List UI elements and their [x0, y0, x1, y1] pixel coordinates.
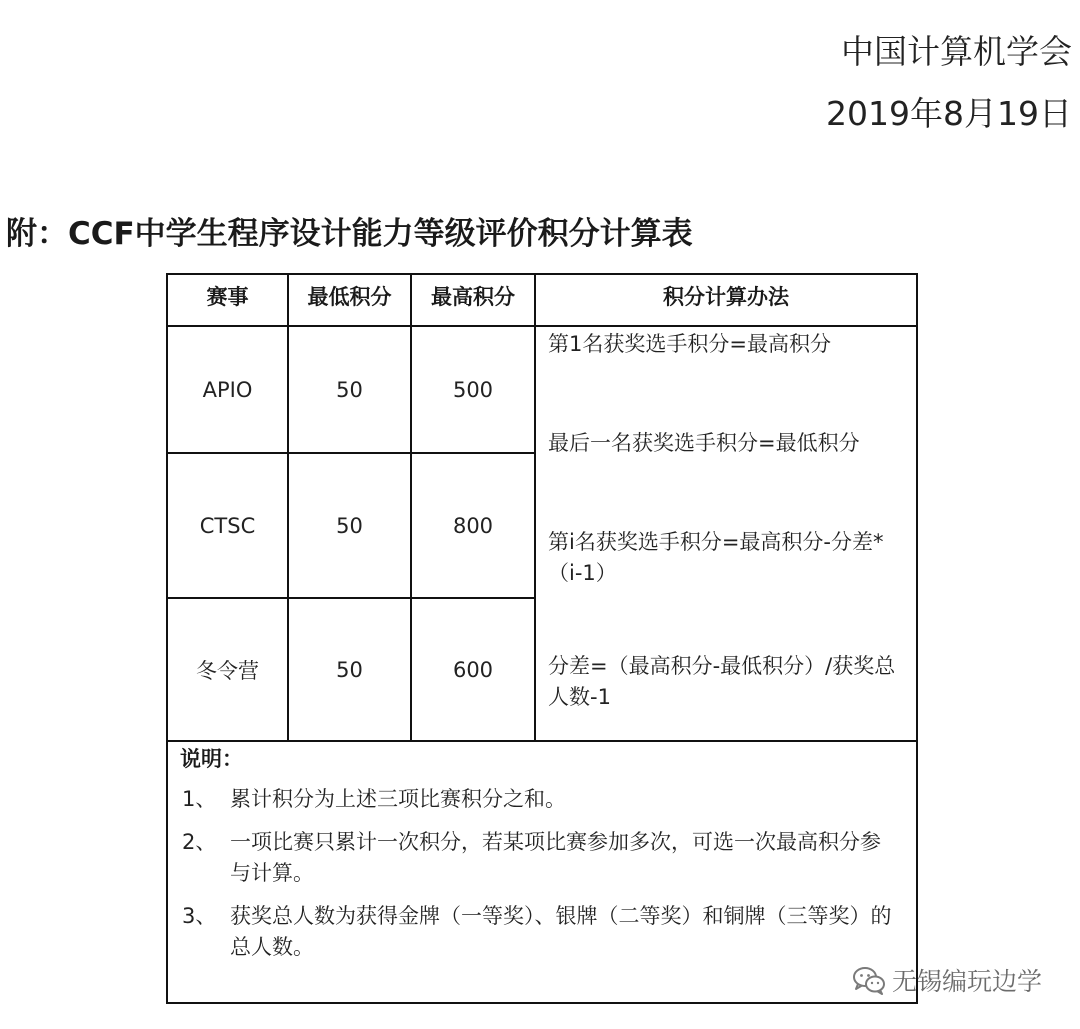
watermark-text: 无锡编玩边学	[891, 967, 1042, 996]
document-title: 附：CCF中学生程序设计能力等级评价积分计算表	[6, 216, 693, 252]
max-score-cell: 600	[411, 598, 535, 741]
event-cell: CTSC	[167, 453, 288, 598]
note-item	[180, 784, 896, 815]
watermark	[852, 962, 1042, 998]
method-rule-ith: 第i名获奖选手积分=最高积分-分差*（i-1）	[548, 530, 884, 585]
min-score-cell: 50	[288, 453, 411, 598]
event-cell: 冬令营	[167, 598, 288, 741]
event-cell: APIO	[167, 326, 288, 453]
table-row	[167, 326, 917, 453]
note-text: 获奖总人数为获得金牌（一等奖）、银牌（二等奖）和铜牌（三等奖）的总人数。	[230, 904, 892, 959]
note-item	[180, 827, 896, 889]
max-score-cell: 800	[411, 453, 535, 598]
issue-date: 2019年8月19日	[826, 94, 1072, 133]
note-number: 3、	[182, 904, 217, 928]
header-method: 积分计算办法	[535, 274, 917, 326]
note-text: 一项比赛只累计一次积分，若某项比赛参加多次，可选一次最高积分参与计算。	[230, 830, 881, 885]
method-cell	[535, 326, 917, 741]
min-score-cell: 50	[288, 598, 411, 741]
note-item	[180, 901, 896, 963]
notes-row	[167, 741, 917, 1003]
method-rule-first: 第1名获奖选手积分=最高积分	[548, 332, 831, 356]
table-header-row	[167, 274, 917, 326]
max-score-cell: 500	[411, 326, 535, 453]
wechat-icon	[852, 965, 886, 995]
header-max-score: 最高积分	[411, 274, 535, 326]
score-table	[166, 273, 918, 1004]
header-event: 赛事	[167, 274, 288, 326]
note-number: 2、	[182, 830, 217, 854]
notes-cell	[167, 741, 917, 1003]
method-rule-last: 最后一名获奖选手积分=最低积分	[548, 431, 860, 455]
note-number: 1、	[182, 787, 217, 811]
min-score-cell: 50	[288, 326, 411, 453]
notes-title: 说明：	[180, 747, 243, 771]
header-min-score: 最低积分	[288, 274, 411, 326]
method-rule-gap: 分差=（最高积分-最低积分）/获奖总人数-1	[548, 654, 896, 709]
issuer-organization: 中国计算机学会	[841, 32, 1072, 71]
note-text: 累计积分为上述三项比赛积分之和。	[230, 787, 566, 811]
